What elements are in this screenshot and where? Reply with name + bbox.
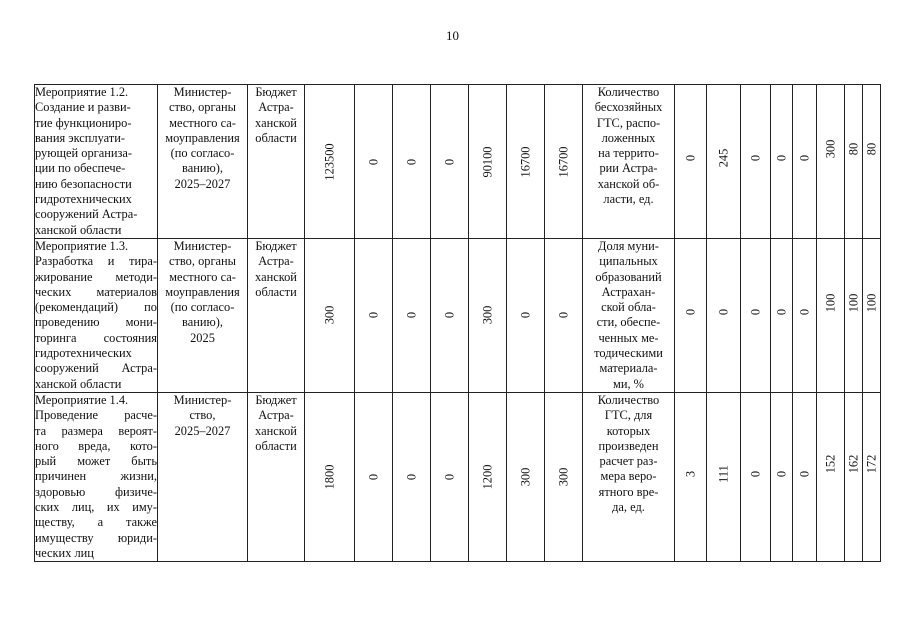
indicator-cell-line: ханской об- (597, 176, 660, 191)
indicator-value-cell (741, 239, 771, 393)
funding-value-cell (355, 85, 393, 239)
funding-value-cell (393, 239, 431, 393)
indicator-cell-line: расчет раз- (599, 454, 658, 469)
indicator-cell-line: на террито- (598, 146, 659, 161)
indicator-value-cell (817, 392, 845, 561)
indicator-value: 172 (863, 454, 878, 473)
indicator-value-cell (741, 392, 771, 561)
indicator-value: 80 (863, 143, 878, 156)
funding-value: 1200 (479, 464, 494, 490)
event-cell-line: проведению мони- (35, 315, 157, 330)
funding-source-cell-line: ханской (255, 269, 297, 284)
event-cell-line: Мероприятие 1.4. (35, 392, 129, 407)
event-cell-line: (рекомендаций) по (35, 300, 157, 315)
funding-source-cell-line: Астра- (258, 254, 294, 269)
responsible-cell-line: местного са- (169, 269, 236, 284)
indicator-value-cell (817, 85, 845, 239)
funding-source-cell-line: Бюджет (255, 239, 297, 253)
indicator-value: 0 (715, 309, 730, 316)
funding-value-cell (545, 392, 583, 561)
indicator-value-cell (675, 239, 707, 393)
responsible-cell-line: местного са- (169, 115, 236, 130)
event-cell-line: та размера вероят- (35, 423, 157, 438)
event-cell-line: ческих материалов (35, 284, 157, 299)
funding-source-cell-line: Бюджет (255, 392, 297, 407)
indicator-value: 0 (747, 155, 762, 162)
event-cell-line: сооружений Астра- (35, 207, 138, 222)
indicator-value: 0 (682, 155, 697, 162)
funding-value: 0 (403, 473, 418, 481)
event-cell-line: Разработка и тира- (35, 254, 157, 269)
indicator-cell-line: ласти, ед. (603, 192, 654, 207)
funding-value-cell (545, 239, 583, 393)
funding-value: 0 (517, 312, 532, 319)
event-cell-line: ханской области (35, 376, 122, 391)
event-cell-line: Мероприятие 1.3. (35, 239, 129, 253)
funding-value: 90100 (479, 146, 494, 177)
funding-value-cell (507, 239, 545, 393)
funding-value-cell (507, 85, 545, 239)
indicator-value-cell (793, 392, 817, 561)
indicator-cell (583, 239, 675, 393)
funding-value-cell (355, 239, 393, 393)
event-cell-line: ханской области (35, 222, 122, 237)
funding-value-cell (431, 85, 469, 239)
funding-source-cell-line: Астра- (258, 100, 294, 115)
funding-value: 300 (555, 467, 570, 487)
event-cell-line: нию безопасности (35, 176, 132, 191)
indicator-cell-line: мера веро- (600, 469, 657, 484)
responsible-cell-line: ванию), (182, 161, 223, 176)
indicator-value-cell (771, 392, 793, 561)
indicator-value-cell (845, 85, 863, 239)
indicator-value: 0 (796, 155, 811, 162)
indicator-value: 0 (682, 309, 697, 316)
indicator-value-cell (863, 239, 881, 393)
responsible-cell (158, 85, 248, 239)
indicator-value: 100 (863, 293, 878, 313)
indicator-value: 0 (773, 309, 788, 316)
responsible-cell-line: Министер- (173, 85, 232, 99)
funding-value: 1800 (321, 464, 336, 490)
indicator-cell-line: ской обла- (601, 300, 656, 315)
funding-value: 0 (555, 312, 570, 319)
responsible-cell-line: 2025–2027 (174, 176, 231, 191)
funding-value: 123500 (321, 142, 336, 181)
funding-value: 0 (441, 473, 456, 481)
indicator-value: 162 (845, 454, 860, 473)
event-cell-line: имуществу юриди- (35, 530, 157, 545)
indicator-cell-line: ГТС, распо- (596, 115, 661, 130)
funding-value-cell (469, 85, 507, 239)
indicator-cell-line: Астрахан- (601, 284, 656, 299)
funding-value-cell (355, 392, 393, 561)
indicator-cell-line: бесхозяйных (594, 100, 663, 115)
indicator-cell-line: образований (595, 269, 662, 284)
indicator-value-cell (817, 239, 845, 393)
indicator-value: 0 (773, 470, 788, 477)
funding-source-cell-line: области (255, 438, 297, 453)
indicator-value: 3 (682, 470, 697, 477)
indicator-value-cell (741, 85, 771, 239)
responsible-cell (158, 239, 248, 393)
funding-source-cell-line: ханской (255, 115, 297, 130)
responsible-cell-line: ванию), (182, 315, 223, 330)
event-cell (35, 85, 158, 239)
indicator-value-cell (707, 392, 741, 561)
indicator-cell-line: материала- (599, 361, 658, 376)
event-cell-line: рый может быть (35, 454, 157, 469)
event-cell-line: Создание и разви- (35, 100, 131, 115)
indicator-value: 0 (747, 309, 762, 316)
responsible-cell (158, 392, 248, 561)
indicator-value: 111 (715, 464, 730, 483)
event-cell-line: сооружений Астра- (35, 361, 157, 376)
indicator-value: 0 (747, 470, 762, 477)
indicator-value-cell (863, 85, 881, 239)
indicator-cell-line: Количество (597, 85, 660, 99)
funding-source-cell (248, 85, 305, 239)
event-cell-line: гидротехнических (35, 346, 132, 361)
funding-source-cell-line: Астра- (258, 408, 294, 423)
indicator-cell (583, 85, 675, 239)
funding-value-cell (305, 85, 355, 239)
responsible-cell-line: моуправления (165, 130, 240, 145)
event-cell-line: ческих лиц (35, 545, 94, 560)
event-cell-line: жирование методи- (35, 269, 157, 284)
funding-value: 300 (517, 467, 532, 487)
funding-value-cell (431, 239, 469, 393)
funding-value-cell (305, 392, 355, 561)
indicator-value: 0 (796, 470, 811, 477)
responsible-cell-line: Министер- (173, 392, 232, 407)
responsible-cell-line: Министер- (173, 239, 232, 253)
funding-value-cell (469, 392, 507, 561)
table-row (35, 239, 881, 393)
event-cell-line: ских лиц, их иму- (35, 500, 157, 515)
event-cell-line: Мероприятие 1.2. (35, 85, 129, 99)
event-cell-line: вания эксплуати- (35, 130, 125, 145)
event-cell-line: тие функциониро- (35, 115, 132, 130)
indicator-cell-line: Количество (597, 392, 660, 407)
indicator-cell-line: Доля муни- (598, 239, 659, 253)
indicator-value-cell (675, 85, 707, 239)
funding-value: 0 (441, 158, 456, 165)
funding-value-cell (469, 239, 507, 393)
indicator-value: 245 (715, 149, 730, 168)
event-cell (35, 392, 158, 561)
funding-value: 300 (479, 306, 494, 325)
indicator-value-cell (845, 392, 863, 561)
responsible-cell-line: ство, (189, 408, 216, 423)
event-cell-line: торинга состояния (35, 330, 157, 345)
funding-value-cell (393, 85, 431, 239)
indicator-cell (583, 392, 675, 561)
indicator-value: 100 (822, 293, 837, 313)
indicator-cell-line: сти, обеспе- (596, 315, 661, 330)
funding-source-cell-line: ханской (255, 423, 297, 438)
indicator-cell-line: произведен (598, 438, 659, 453)
event-cell-line: гидротехнических (35, 192, 132, 207)
indicator-cell-line: ложенных (601, 130, 656, 145)
responsible-cell-line: (по согласо- (170, 146, 235, 161)
funding-value: 0 (365, 158, 380, 165)
indicator-value-cell (863, 392, 881, 561)
responsible-cell-line: (по согласо- (170, 300, 235, 315)
event-cell-line: рующей организа- (35, 146, 133, 161)
table-row (35, 85, 881, 239)
responsible-cell-line: моуправления (165, 284, 240, 299)
indicator-value: 80 (845, 143, 860, 156)
indicator-cell-line: ми, % (613, 376, 644, 391)
funding-source-cell (248, 239, 305, 393)
funding-source-cell (248, 392, 305, 561)
responsible-cell-line: ство, органы (169, 100, 236, 115)
indicator-cell-line: ятного вре- (598, 484, 659, 499)
event-cell (35, 239, 158, 393)
indicator-value-cell (771, 85, 793, 239)
indicator-value-cell (845, 239, 863, 393)
funding-value: 0 (403, 312, 418, 319)
indicator-cell-line: которых (606, 423, 651, 438)
funding-value-cell (545, 85, 583, 239)
indicator-cell-line: ГТС, для (604, 408, 653, 423)
event-cell-line: ного вреда, кото- (35, 438, 157, 453)
indicator-value: 100 (845, 293, 860, 313)
funding-value-cell (431, 392, 469, 561)
funding-value: 0 (365, 473, 380, 481)
indicator-value: 152 (822, 454, 837, 473)
funding-value: 0 (441, 312, 456, 319)
event-cell-line: причинен жизни, (35, 469, 157, 484)
funding-value: 16700 (555, 146, 570, 177)
indicator-value-cell (707, 239, 741, 393)
indicator-cell-line: ципальных (599, 254, 658, 269)
funding-source-cell-line: области (255, 284, 297, 299)
event-cell-line: ществу, а также (35, 515, 157, 530)
funding-value: 16700 (517, 146, 532, 177)
funding-value-cell (507, 392, 545, 561)
funding-value-cell (305, 239, 355, 393)
responsible-cell-line: ство, органы (169, 254, 236, 269)
indicator-value-cell (707, 85, 741, 239)
indicator-value-cell (793, 239, 817, 393)
indicator-cell-line: ченных ме- (598, 330, 659, 345)
indicator-value-cell (675, 392, 707, 561)
indicator-cell-line: рии Астра- (599, 161, 658, 176)
funding-value: 300 (321, 306, 336, 325)
table-row (35, 392, 881, 561)
indicator-value: 0 (773, 155, 788, 162)
event-cell-line: Проведение расче- (35, 408, 157, 423)
indicator-cell-line: тодическими (594, 346, 663, 361)
funding-source-cell-line: области (255, 130, 297, 145)
indicator-value-cell (771, 239, 793, 393)
funding-source-cell-line: Бюджет (255, 85, 297, 99)
event-cell-line: здоровью физиче- (35, 484, 157, 499)
indicator-value: 0 (796, 309, 811, 316)
responsible-cell-line: 2025 (190, 330, 215, 345)
indicator-value: 300 (822, 139, 837, 159)
indicator-cell-line: да, ед. (612, 500, 645, 515)
page-number: 10 (446, 28, 459, 43)
event-cell-line: ции по обеспече- (35, 161, 126, 176)
funding-value: 0 (365, 312, 380, 319)
funding-value: 0 (403, 158, 418, 165)
indicator-value-cell (793, 85, 817, 239)
program-table (34, 84, 881, 562)
responsible-cell-line: 2025–2027 (174, 423, 231, 438)
funding-value-cell (393, 392, 431, 561)
